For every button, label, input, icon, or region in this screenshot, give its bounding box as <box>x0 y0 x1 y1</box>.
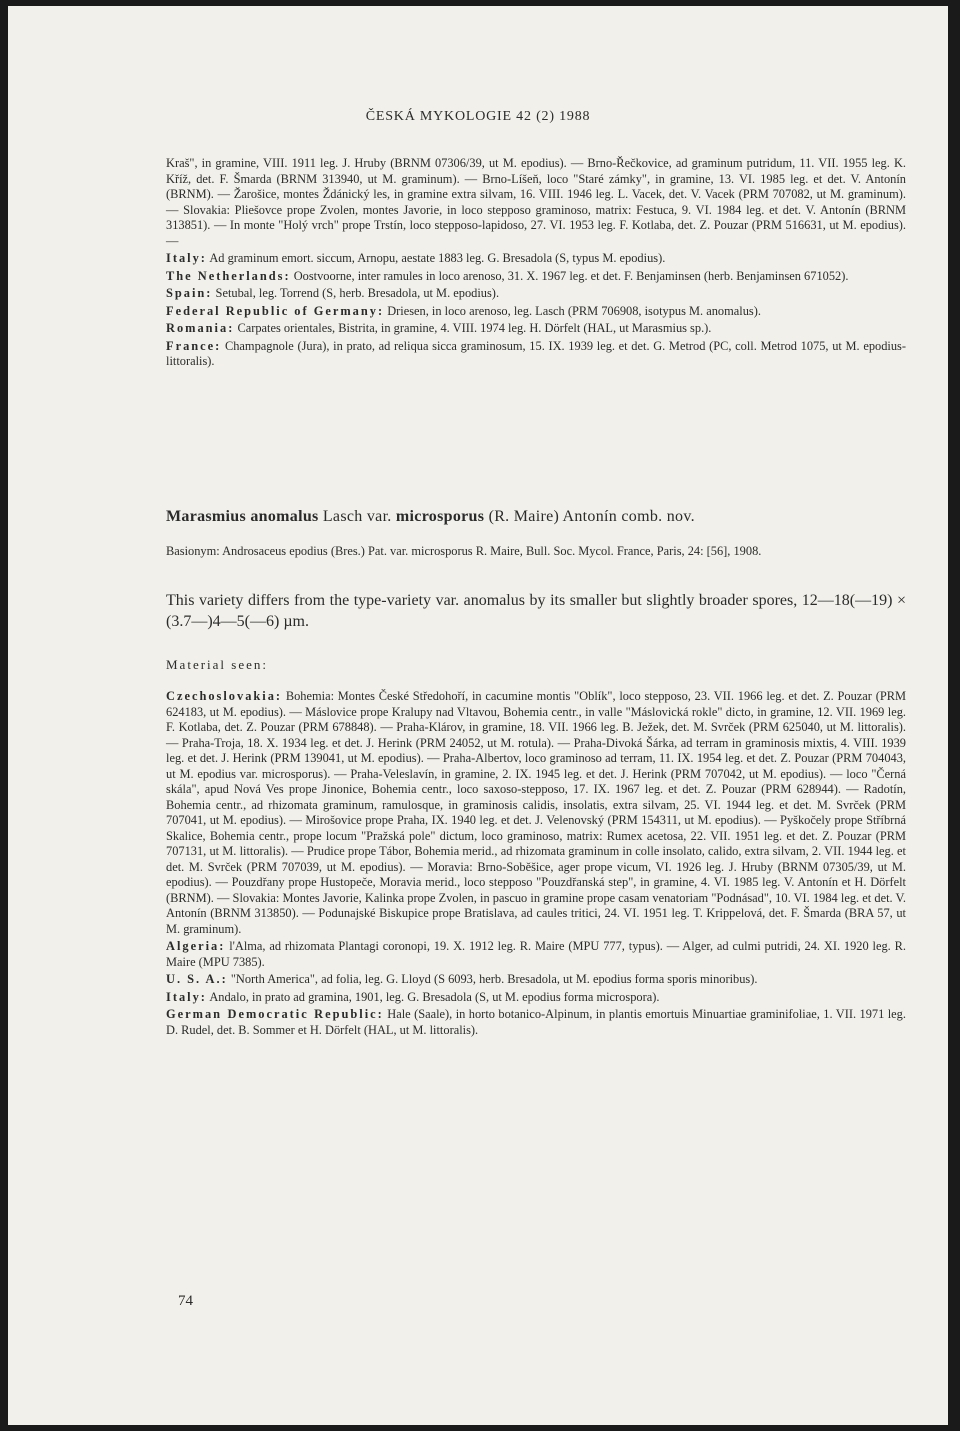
paragraph <box>166 939 906 970</box>
paragraph <box>166 1007 906 1038</box>
paragraph <box>166 972 906 988</box>
taxon-variety: microsporus <box>395 508 485 525</box>
country-label: U. S. A.: <box>166 972 228 986</box>
taxon-combination: (R. Maire) Antonín comb. nov. <box>488 508 695 525</box>
paragraph-text: Hale (Saale), in horto botanico-Alpinum, in plantis emortuis Minuartiae graminifoliae, 1. VII. 1971 leg. D. Rudel, det. B. Sommer et H. Dörfelt (HAL, ut M. littoralis). <box>166 1007 906 1037</box>
paragraph-text: Setubal, leg. Torrend (S, herb. Bresadola, ut M. epodius). <box>215 286 500 300</box>
paragraph <box>166 269 906 285</box>
taxon-genus: Marasmius <box>166 508 247 525</box>
paragraph <box>166 286 906 302</box>
country-label: Spain: <box>166 286 213 300</box>
paragraph <box>166 304 906 320</box>
paragraph <box>166 339 906 370</box>
paragraph-text: Ad graminum emort. siccum, Arnopu, aestate 1883 leg. G. Bresadola (S, typus M. epodius). <box>209 251 666 265</box>
page-number: 74 <box>178 1293 193 1309</box>
paragraph <box>166 990 906 1006</box>
paragraph-text: "North America", ad folia, leg. G. Lloyd (S 6093, herb. Bresadola, ut M. epodius forma sporis minoribus). <box>230 972 758 986</box>
taxon-author: Lasch var. <box>322 508 392 525</box>
paragraph-text: Carpates orientales, Bistrita, in gramine, 4. VIII. 1974 leg. H. Dörfelt (HAL, ut Marasmius sp.). <box>237 321 712 335</box>
page-sheet <box>8 6 948 1425</box>
variety-description: This variety differs from the type-variety var. anomalus by its smaller but slightly broader spores, 12—18(—19) × (3.7—)4—5(—6) µm. <box>166 592 906 630</box>
journal-header: ČESKÁ MYKOLOGIE 42 (2) 1988 <box>365 109 591 124</box>
paragraph-text: Kraš", in gramine, VIII. 1911 leg. J. Hruby (BRNM 07306/39, ut M. epodius). — Brno-Řečkovice, ad graminum putridum, 11. VII. 1955 leg. K. Kříž, det. F. Šmarda (BRNM 313940, ut M. graminum). — Brno-Líšeň, loco "Staré zámky", in gramine, 13. VI. 1985 leg. et det. V. Antonín (BRNM). — Žarošice, montes Ždánický les, in gramine extra silvam, 16. VIII. 1946 leg. L. Vacek, det. V. Vacek (PRM 707082, ut M. graminum). — Slovakia: Pliešovce prope Zvolen, montes Javorie, in loco stepposo graminoso, matrix: Festuca, 9. VI. 1984 leg. et det. V. Antonín (BRNM 313851). — In monte "Holý vrch" prope Trstín, loco stepposo-lapidoso, 27. VI. 1953 leg. F. Kotlaba, det. Z. Pouzar (PRM 516631, ut M. epodius). — <box>166 156 906 248</box>
country-label: German Democratic Republic: <box>166 1007 384 1021</box>
paragraph-text: Oostvoorne, inter ramules in loco arenoso, 31. X. 1967 leg. et det. F. Benjaminsen (herb. Benjaminsen 671052). <box>293 268 849 283</box>
basionym: Basionym: Androsaceus epodius (Bres.) Pat. var. microsporus R. Maire, Bull. Soc. Mycol. France, Paris, 24: [56], 1908. <box>166 544 762 558</box>
paragraph-text: l'Alma, ad rhizomata Plantagi coronopi, 19. X. 1912 leg. R. Maire (MPU 777, typus). — Alger, ad culmi putridi, 24. XI. 1920 leg. R. Maire (MPU 7385). <box>166 939 906 969</box>
country-label: The Netherlands: <box>166 268 291 283</box>
paragraph <box>166 321 906 337</box>
paragraph <box>166 689 906 937</box>
paragraph-text: Champagnole (Jura), in prato, ad reliqua sicca graminosum, 15. IX. 1939 leg. et det. G. Metrod (PC, coll. Metrod 1075, ut M. epodius-littoralis). <box>166 338 906 368</box>
paragraph-text: Driesen, in loco arenoso, leg. Lasch (PRM 706908, isotypus M. anomalus). <box>387 303 761 318</box>
country-label: France: <box>166 338 222 353</box>
paragraph <box>166 156 906 249</box>
specimen-list-2 <box>166 689 906 1040</box>
country-label: Romania: <box>166 321 235 335</box>
country-label: Italy: <box>166 989 207 1004</box>
paragraph <box>166 251 906 267</box>
taxon-title <box>166 508 906 526</box>
paragraph-text: Bohemia: Montes České Středohoří, in cacumine montis "Oblík", loco stepposo, 23. VII. 1966 leg. et det. Z. Pouzar (PRM 624183, ut M. epodius). — Máslovice prope Kralupy nad Vltavou, Bohemia centr., in valle "Máslovická rokle" dicto, in gramine, 12. VII. 1969 leg. F. Kotlaba, det. Z. Pouzar (PRM 678848). — Praha-Klárov, in gramine, 18. VII. 1966 leg. B. Ježek, det. M. Svrček (PRM 625040, ut M. littoralis). — Praha-Troja, 18. X. 1934 leg. et det. J. Herink (PRM 24052, ut M. rotula). — Praha-Divoká Šárka, ad terram in graminosis mixtis, 4. VIII. 1939 leg. et det. J. Herink (PRM 139041, ut M. epodius). — Praha-Albertov, loco graminoso ad terram, 11. IX. 1954 leg. et det. Z. Pouzar (PRM 704043, ut M. epodius var. microsporus). — Praha-Veleslavín, in gramine, 2. IX. 1945 leg. et det. J. Herink (PRM 707042, ut M. epodius). — loco "Černá skála", apud Nová Ves prope Jinonice, Bohemia centr., loco saxoso-stepposo, 17. IX. 1967 leg. et det. Z. Pouzar (PRM 628944). — Radotín, Bohemia centr., ad rhizomata graminum, ramulosque, in graminosis calidis, insolatis, extra silvam, 25. VI. 1944 leg. et det. M. Svrček (PRM 707041, ut M. epodius). — Mirošovice prope Praha, IX. 1940 leg. et det. J. Velenovský (PRM 154311, ut M. epodius). — Pyškočely prope Stříbrná Skalice, Bohemia centr., prope locum "Pražská pole" dictum, loco graminoso, matrix: Rumex acetosa, 22. VII. 1951 leg. et det. Z. Pouzar (PRM 707131, ut M. littoralis). — Prudice prope Tábor, Bohemia merid., ad rhizomata graminum in colle insolato, calido, extra silvam, 2. VII. 1944 leg. et det. M. Svrček (PRM 707039, ut M. epodius). — Moravia: Brno-Soběšice, ager prope vicum, VI. 1926 leg. J. Hruby (BRNM 07305/39, ut M. epodius). — Pouzdřany prope Hustopeče, Moravia merid., loco stepposo "Pouzdřanská step", in gramine, 4. VI. 1985 leg. V. Antonín et H. Dörfelt (BRNM). — Slovakia: Montes Javorie, Kalinka prope Zvolen, in pascuo in gramine prope casam venatoriam "Podnásad", 10. VI. 1984 leg. et det. V. Antonín (BRNM 313850). — Podunajské Biskupice prope Bratislava, ad caules tritici, 24. VI. 1951 leg. T. Krippelová, det. F. Šmarda (BRA 57, ut M. graminum). <box>166 689 906 936</box>
country-label: Italy: <box>166 251 207 265</box>
material-heading: Material seen: <box>166 657 268 672</box>
specimen-list-1 <box>166 156 906 372</box>
country-label: Algeria: <box>166 939 226 953</box>
paragraph-text: Andalo, in prato ad gramina, 1901, leg. G. Bresadola (S, ut M. epodius forma microspora). <box>209 989 660 1004</box>
country-label: Czechoslovakia: <box>166 689 283 703</box>
country-label: Federal Republic of Germany: <box>166 303 385 318</box>
taxon-species: anomalus <box>250 508 319 525</box>
